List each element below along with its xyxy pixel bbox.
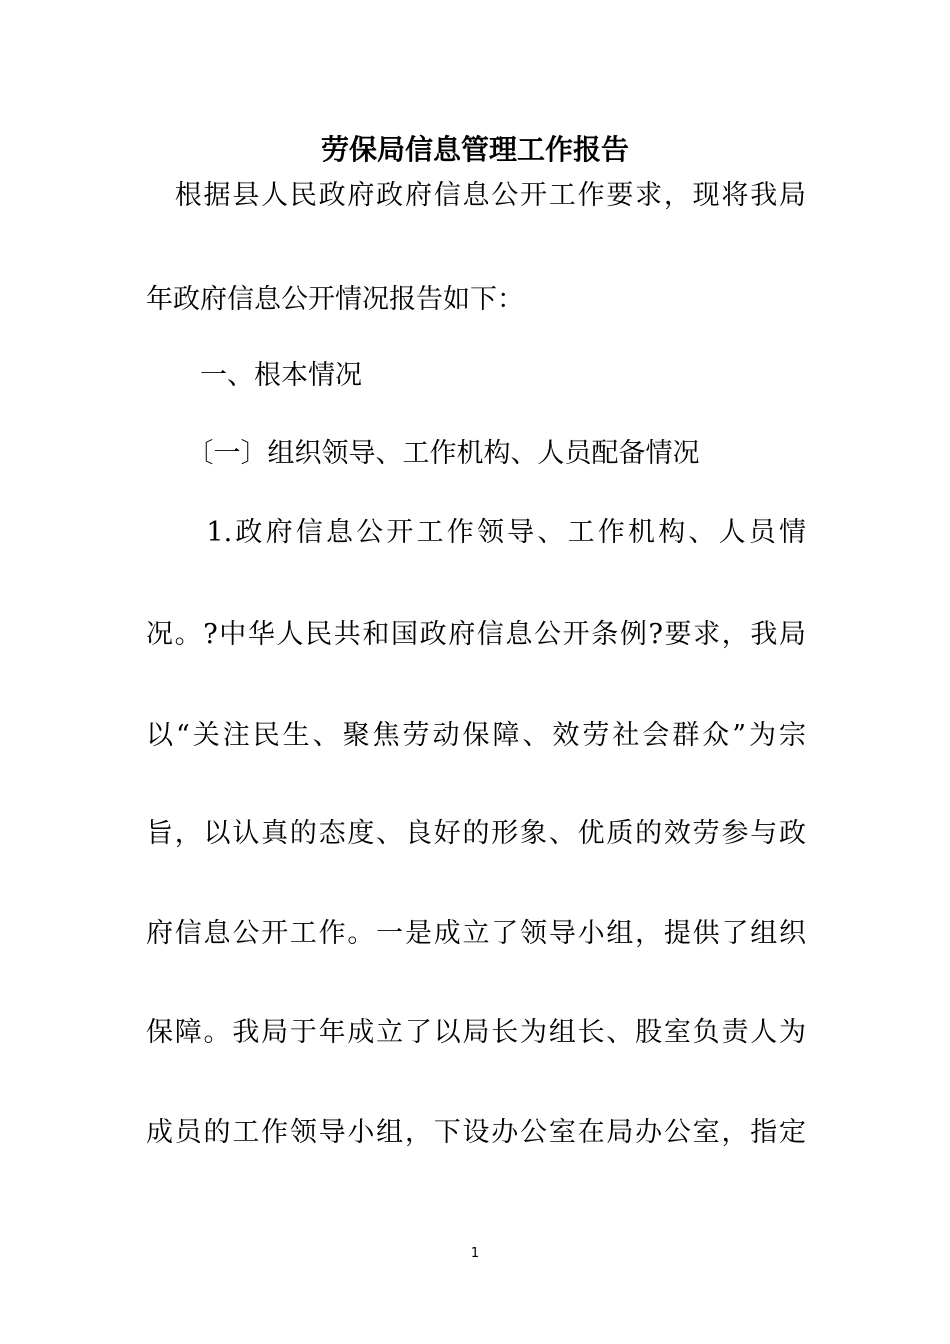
paragraph-line-9: 府信息公开工作。一是成立了领导小组，提供了组织 <box>146 918 806 949</box>
section-heading: 一、根本情况 <box>146 360 362 391</box>
subsection-heading: 〔一〕组织领导、工作机构、人员配备情况 <box>146 438 700 469</box>
paragraph-line-11: 成员的工作领导小组，下设办公室在局办公室，指定 <box>146 1117 806 1148</box>
paragraph-line-1: 根据县人民政府政府信息公开工作要求，现将我局 <box>146 180 806 211</box>
paragraph-line-5: 1.政府信息公开工作领导、工作机构、人员情 <box>146 517 806 548</box>
paragraph-line-8: 旨，以认真的态度、良好的形象、优质的效劳参与政 <box>146 818 806 849</box>
paragraph-line-2: 年政府信息公开情况报告如下： <box>146 284 524 315</box>
paragraph-line-10: 保障。我局于年成立了以局长为组长、股室负责人为 <box>146 1017 806 1048</box>
paragraph-line-7: 以“关注民生、聚焦劳动保障、效劳社会群众”为宗 <box>146 720 806 751</box>
document-title: 劳保局信息管理工作报告 <box>320 133 629 166</box>
page-number: 1 <box>470 1246 480 1261</box>
paragraph-line-6: 况。?中华人民共和国政府信息公开条例?要求，我局 <box>146 619 806 650</box>
